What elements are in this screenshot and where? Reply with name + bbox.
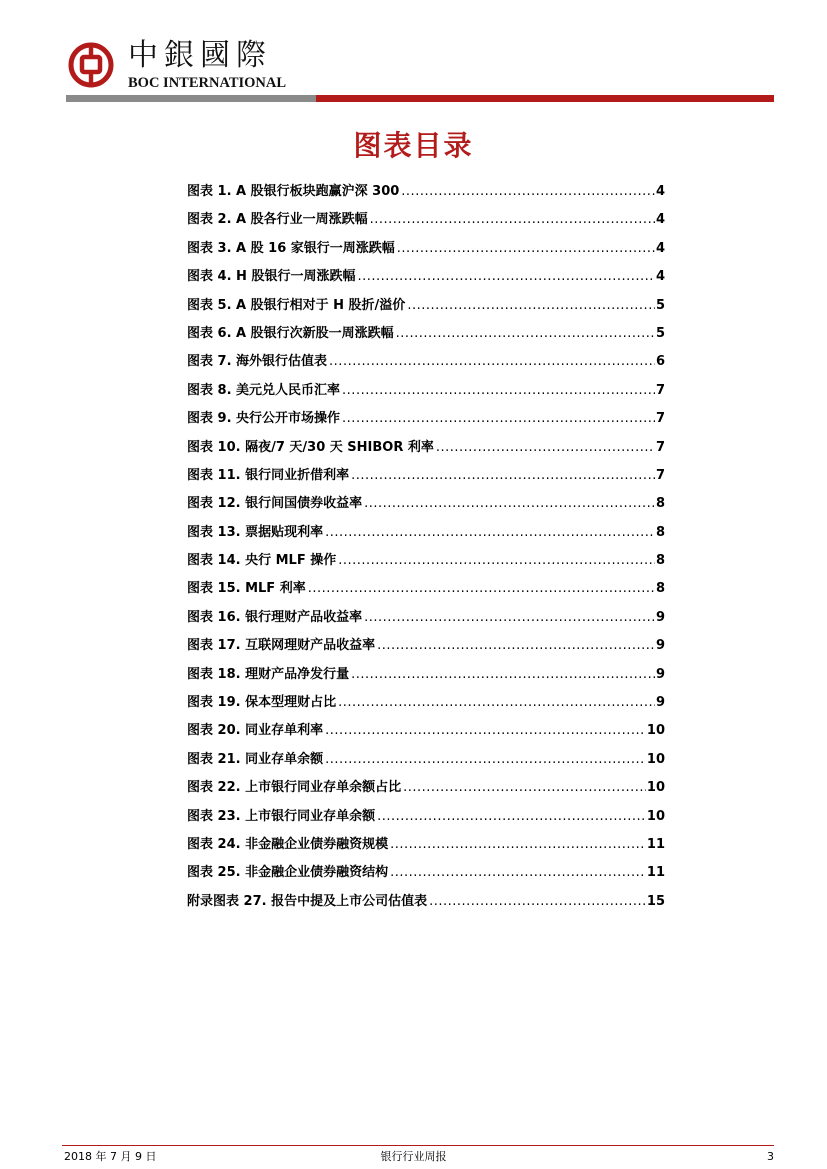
toc-dot-leader [429, 888, 646, 916]
toc-entry[interactable] [187, 348, 665, 376]
toc-entry-page: 4 [655, 184, 665, 199]
toc-dot-leader [401, 178, 655, 206]
toc-dot-leader [342, 405, 655, 433]
toc-entry[interactable] [187, 689, 665, 717]
toc-entry-page: 5 [655, 297, 665, 313]
toc-entry[interactable] [187, 206, 665, 234]
toc-entry[interactable] [187, 405, 665, 433]
toc-entry-page: 10 [646, 808, 665, 824]
toc-dot-leader [370, 206, 655, 234]
toc-entry-page: 4 [655, 240, 665, 256]
toc-dot-leader [338, 689, 655, 717]
toc-entry-label: 图表 14. 央行 MLF 操作 [187, 553, 337, 569]
toc-dot-leader [329, 348, 655, 376]
toc-entry-label: 图表 12. 银行间国债券收益率 [187, 496, 363, 512]
toc-entry[interactable] [187, 604, 665, 632]
footer-rule [62, 1145, 774, 1146]
toc-entry-page: 9 [655, 695, 665, 711]
toc-entry-label: 图表 17. 互联网理财产品收益率 [187, 638, 376, 654]
toc-entry-label: 附录图表 27. 报告中提及上市公司估值表 [187, 893, 428, 909]
footer-report-name: 银行行业周报 [380, 1150, 447, 1163]
toc-entry[interactable] [187, 831, 665, 859]
toc-entry-label: 图表 15. MLF 利率 [187, 581, 306, 597]
toc-entry[interactable] [187, 292, 665, 320]
toc-list [187, 178, 665, 916]
logo-chinese-text: 中銀國際 [128, 38, 272, 73]
toc-entry-page: 4 [655, 269, 665, 285]
toc-entry[interactable] [187, 235, 665, 263]
toc-entry-page: 4 [655, 212, 665, 228]
toc-dot-leader [357, 263, 655, 291]
toc-dot-leader [342, 377, 655, 405]
toc-entry-label: 图表 5. A 股银行相对于 H 股折/溢价 [187, 297, 406, 313]
toc-entry-page: 10 [646, 780, 665, 796]
logo-english-text: BOC INTERNATIONAL [128, 75, 287, 91]
page-header [62, 38, 774, 102]
toc-entry[interactable] [187, 859, 665, 887]
toc-entry-label: 图表 11. 银行同业折借利率 [187, 467, 350, 483]
toc-dot-leader [308, 575, 655, 603]
toc-entry-page: 8 [655, 496, 665, 512]
toc-dot-leader [436, 434, 655, 462]
toc-entry-label: 图表 16. 银行理财产品收益率 [187, 609, 363, 625]
toc-entry[interactable] [187, 377, 665, 405]
toc-entry-label: 图表 1. A 股银行板块跑赢沪深 300 [187, 184, 400, 199]
toc-entry-page: 9 [655, 609, 665, 625]
toc-entry-label: 图表 19. 保本型理财占比 [187, 695, 337, 711]
toc-entry[interactable] [187, 178, 665, 206]
toc-dot-leader [390, 859, 646, 887]
boc-logo-icon [68, 42, 114, 88]
toc-dot-leader [364, 604, 655, 632]
toc-dot-leader [397, 235, 655, 263]
toc-entry[interactable] [187, 888, 665, 916]
toc-entry-page: 9 [655, 638, 665, 654]
toc-dot-leader [325, 519, 655, 547]
toc-entry-label: 图表 22. 上市银行同业存单余额占比 [187, 780, 402, 796]
toc-entry-label: 图表 13. 票据贴现利率 [187, 524, 324, 540]
toc-entry-page: 6 [655, 354, 665, 370]
toc-entry-page: 15 [646, 893, 665, 909]
toc-entry-label: 图表 2. A 股各行业一周涨跌幅 [187, 212, 368, 228]
toc-entry-page: 8 [655, 524, 665, 540]
toc-entry[interactable] [187, 434, 665, 462]
toc-entry[interactable] [187, 632, 665, 660]
toc-dot-leader [377, 632, 655, 660]
toc-entry-page: 7 [655, 382, 665, 398]
footer-date: 2018 年 7 月 9 日 [64, 1150, 157, 1163]
toc-entry-page: 10 [646, 751, 665, 767]
toc-entry[interactable] [187, 575, 665, 603]
header-rule-gray [66, 95, 316, 102]
toc-entry[interactable] [187, 462, 665, 490]
toc-entry-label: 图表 23. 上市银行同业存单余额 [187, 808, 376, 824]
toc-entry[interactable] [187, 717, 665, 745]
toc-entry-label: 图表 7. 海外银行估值表 [187, 354, 328, 370]
toc-entry[interactable] [187, 746, 665, 774]
toc-entry[interactable] [187, 774, 665, 802]
toc-entry-page: 11 [646, 865, 665, 881]
toc-entry-label: 图表 18. 理财产品净发行量 [187, 666, 350, 682]
toc-dot-leader [407, 292, 655, 320]
toc-dot-leader [403, 774, 646, 802]
toc-entry[interactable] [187, 320, 665, 348]
toc-dot-leader [390, 831, 646, 859]
toc-entry[interactable] [187, 490, 665, 518]
toc-dot-leader [351, 462, 655, 490]
toc-dot-leader [351, 661, 655, 689]
toc-dot-leader [338, 547, 655, 575]
toc-entry-page: 5 [655, 325, 665, 341]
toc-entry[interactable] [187, 547, 665, 575]
toc-entry-label: 图表 9. 央行公开市场操作 [187, 411, 341, 427]
toc-entry[interactable] [187, 263, 665, 291]
toc-entry-page: 8 [655, 581, 665, 597]
toc-dot-leader [364, 490, 655, 518]
toc-entry-label: 图表 4. H 股银行一周涨跌幅 [187, 269, 356, 285]
toc-entry[interactable] [187, 519, 665, 547]
toc-entry-label: 图表 3. A 股 16 家银行一周涨跌幅 [187, 240, 395, 256]
toc-entry[interactable] [187, 661, 665, 689]
toc-entry[interactable] [187, 803, 665, 831]
toc-entry-label: 图表 10. 隔夜/7 天/30 天 SHIBOR 利率 [187, 439, 434, 455]
toc-dot-leader [377, 803, 646, 831]
toc-dot-leader [325, 717, 646, 745]
toc-entry-page: 7 [655, 411, 665, 427]
toc-entry-label: 图表 20. 同业存单利率 [187, 723, 324, 739]
toc-entry-page: 11 [646, 836, 665, 852]
toc-entry-label: 图表 21. 同业存单余额 [187, 751, 324, 767]
toc-title: 图表目录 [353, 129, 474, 162]
toc-entry-label: 图表 25. 非金融企业债券融资结构 [187, 865, 389, 881]
toc-entry-label: 图表 24. 非金融企业债券融资规模 [187, 836, 389, 852]
toc-entry-page: 9 [655, 666, 665, 682]
toc-dot-leader [325, 746, 646, 774]
toc-entry-label: 图表 8. 美元兑人民币汇率 [187, 382, 341, 398]
footer-page-number: 3 [767, 1150, 774, 1163]
toc-dot-leader [396, 320, 655, 348]
toc-entry-page: 10 [646, 723, 665, 739]
toc-entry-label: 图表 6. A 股银行次新股一周涨跌幅 [187, 325, 394, 341]
toc-entry-page: 7 [655, 439, 665, 455]
toc-entry-page: 7 [655, 467, 665, 483]
toc-entry-page: 8 [655, 553, 665, 569]
